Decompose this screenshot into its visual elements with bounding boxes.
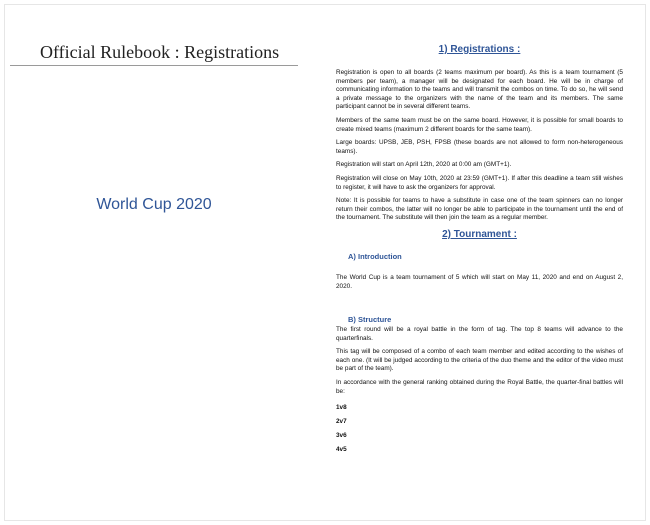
rules-page bbox=[336, 44, 623, 460]
quarterfinal-match: 2v7 bbox=[336, 418, 347, 426]
structure-heading: B) Structure bbox=[348, 315, 392, 325]
quarterfinal-match: 1v8 bbox=[336, 404, 347, 412]
registrations-heading: 1) Registrations : bbox=[438, 44, 521, 55]
structure-paragraph: In accordance with the general ranking obtained during the Royal Battle, the quarter-final battles will be: bbox=[336, 379, 623, 395]
registrations-paragraph: Members of the same team must be on the same board. However, it is possible for small boards to create mixed teams (maximum 2 different boards for the same team). bbox=[336, 116, 623, 133]
registrations-paragraph: Registration will close on May 10th, 2020 at 23:59 (GMT+1). If after this deadline a team still wishes to register, it will have to ask the organizers for approval. bbox=[336, 174, 623, 191]
quarterfinal-match: 4v5 bbox=[336, 446, 347, 454]
document-title: Official Rulebook : Registrations bbox=[40, 42, 280, 62]
introduction-paragraph: The World Cup is a team tournament of 5 which will start on May 11, 2020 and end on August 2, 2020. bbox=[336, 273, 623, 290]
cover-subtitle: World Cup 2020 bbox=[96, 196, 212, 213]
tournament-heading: 2) Tournament : bbox=[442, 228, 517, 240]
structure-paragraph: This tag will be composed of a combo of each team member and edited according to the wishes of each one. (It will be judged according to the criteria of the duo theme and the editor of the video must be part of the team). bbox=[336, 348, 623, 373]
title-divider bbox=[10, 65, 298, 66]
cover-page bbox=[10, 0, 298, 525]
registrations-note: Note: It is possible for teams to have a substitute in case one of the team spinners can no longer return their combos, the latter will no longer be able to participate in the tournament until the end of the tournament. The substitute will then join the team as a regular member. bbox=[336, 197, 623, 222]
introduction-heading: A) Introduction bbox=[348, 251, 402, 261]
registrations-paragraph: Registration will start on April 12th, 2020 at 0:00 am (GMT+1). bbox=[336, 161, 512, 169]
registrations-paragraph: Large boards: UPSB, JEB, PSH, FPSB (these boards are not allowed to form non-heterogeneous teams). bbox=[336, 139, 623, 155]
registrations-paragraph: Registration is open to all boards (2 teams maximum per board). As this is a team tournament (5 members per team), a manager will be designated for each board. He will be in charge of communicating information to the teams and will transmit the combos on time. To do so, he will send a private message to the organizers with the name of the team and its members. The same participant cannot be in several different teams. bbox=[336, 69, 623, 111]
quarterfinal-match: 3v6 bbox=[336, 432, 347, 440]
structure-paragraph: The first round will be a royal battle in the form of tag. The top 8 teams will advance to the quarterfinals. bbox=[336, 326, 623, 342]
